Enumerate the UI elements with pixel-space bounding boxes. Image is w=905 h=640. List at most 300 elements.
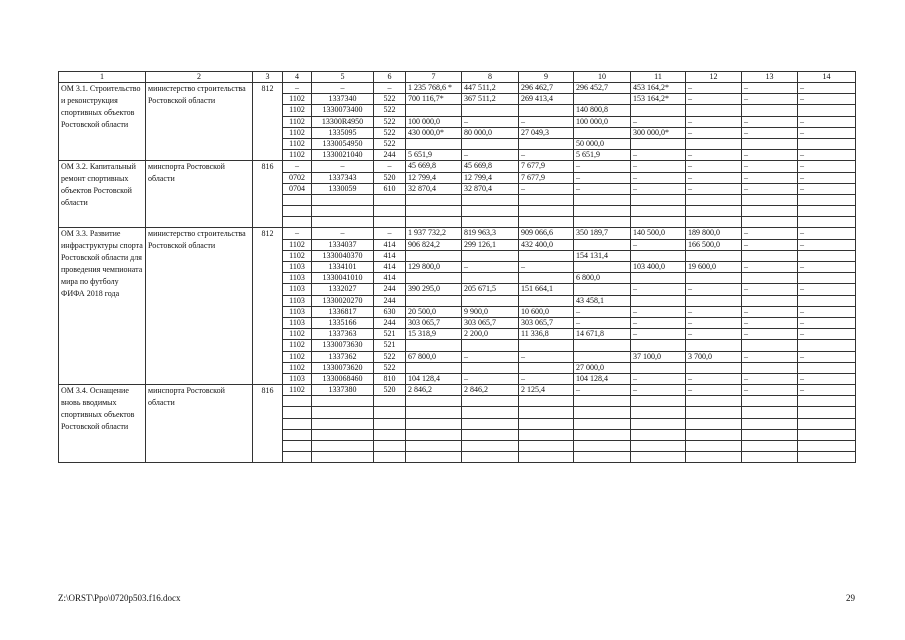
table-cell: – <box>798 351 856 362</box>
table-cell: 1103 <box>283 284 312 295</box>
table-cell: – <box>686 83 742 94</box>
table-cell <box>631 206 686 217</box>
table-cell <box>462 217 519 228</box>
table-cell <box>519 452 574 463</box>
table-cell: 296 452,7 <box>574 83 631 94</box>
column-header: 11 <box>631 72 686 83</box>
table-cell <box>574 418 631 429</box>
table-cell <box>462 105 519 116</box>
table-cell <box>406 206 462 217</box>
table-cell: 906 824,2 <box>406 239 462 250</box>
table-cell <box>631 441 686 452</box>
table-cell: – <box>742 329 798 340</box>
table-cell <box>798 194 856 205</box>
executor-name: министерство строительства Ростовской области <box>146 83 253 161</box>
table-cell <box>462 429 519 440</box>
table-cell <box>519 105 574 116</box>
table-cell <box>686 217 742 228</box>
table-cell: – <box>742 127 798 138</box>
table-cell: 104 128,4 <box>406 373 462 384</box>
table-cell: – <box>686 284 742 295</box>
table-cell <box>283 206 312 217</box>
column-header: 3 <box>253 72 283 83</box>
table-cell <box>406 250 462 261</box>
table-cell <box>312 452 374 463</box>
table-cell: 522 <box>374 127 406 138</box>
table-cell <box>406 407 462 418</box>
table-cell <box>406 362 462 373</box>
table-cell: 630 <box>374 306 406 317</box>
table-cell: 390 295,0 <box>406 284 462 295</box>
table-cell: – <box>631 306 686 317</box>
table-cell: 43 458,1 <box>574 295 631 306</box>
table-cell: 1102 <box>283 127 312 138</box>
table-cell <box>686 452 742 463</box>
column-header: 14 <box>798 72 856 83</box>
table-cell <box>312 396 374 407</box>
table-cell: 2 200,0 <box>462 329 519 340</box>
table-cell <box>519 407 574 418</box>
table-cell <box>574 262 631 273</box>
table-cell <box>574 340 631 351</box>
table-cell: – <box>519 116 574 127</box>
table-cell <box>574 284 631 295</box>
table-cell <box>374 452 406 463</box>
table-cell: – <box>574 161 631 172</box>
table-cell: 37 100,0 <box>631 351 686 362</box>
table-cell: 269 413,4 <box>519 94 574 105</box>
table-cell <box>519 217 574 228</box>
table-cell <box>406 105 462 116</box>
table-cell <box>686 362 742 373</box>
table-cell: – <box>798 306 856 317</box>
table-cell: 1102 <box>283 329 312 340</box>
table-cell <box>686 407 742 418</box>
table-cell <box>574 127 631 138</box>
table-cell <box>406 273 462 284</box>
table-cell <box>742 250 798 261</box>
table-cell: 7 677,9 <box>519 172 574 183</box>
table-cell: – <box>686 306 742 317</box>
table-cell <box>462 452 519 463</box>
measure-name: ОМ 3.2. Капитальный ремонт спортивных объектов Ростовской области <box>59 161 146 228</box>
table-cell <box>283 217 312 228</box>
table-cell: 521 <box>374 329 406 340</box>
table-cell: – <box>462 262 519 273</box>
table-cell <box>574 94 631 105</box>
table-cell: 19 600,0 <box>686 262 742 273</box>
table-cell: 1102 <box>283 340 312 351</box>
table-cell: – <box>462 373 519 384</box>
table-cell: 414 <box>374 262 406 273</box>
measure-name: ОМ 3.4. Оснащение вновь вводимых спортивных объектов Ростовской области <box>59 385 146 463</box>
table-cell: 7 677,9 <box>519 161 574 172</box>
table-cell: – <box>631 329 686 340</box>
table-cell: 414 <box>374 239 406 250</box>
table-cell <box>686 105 742 116</box>
table-cell <box>798 407 856 418</box>
table-cell: 2 125,4 <box>519 385 574 396</box>
table-cell <box>631 418 686 429</box>
table-cell <box>406 194 462 205</box>
table-cell: – <box>686 329 742 340</box>
table-cell <box>462 396 519 407</box>
table-cell: – <box>686 127 742 138</box>
table-cell: 1102 <box>283 385 312 396</box>
table-cell: – <box>462 116 519 127</box>
table-cell <box>406 418 462 429</box>
table-cell: – <box>742 284 798 295</box>
table-cell <box>519 194 574 205</box>
column-header: 7 <box>406 72 462 83</box>
table-cell <box>462 194 519 205</box>
table-cell <box>374 194 406 205</box>
table-cell: – <box>798 373 856 384</box>
table-cell <box>686 273 742 284</box>
table-cell <box>574 407 631 418</box>
table-cell: 10 600,0 <box>519 306 574 317</box>
table-cell <box>686 441 742 452</box>
table-cell: – <box>686 317 742 328</box>
table-cell: 2 846,2 <box>462 385 519 396</box>
table-cell <box>283 429 312 440</box>
table-cell: 1330054950 <box>312 138 374 149</box>
table-cell: – <box>631 239 686 250</box>
table-cell: 1330020270 <box>312 295 374 306</box>
table-cell: 12 799,4 <box>406 172 462 183</box>
table-cell: 20 500,0 <box>406 306 462 317</box>
table-cell: – <box>686 161 742 172</box>
table-cell: 27 049,3 <box>519 127 574 138</box>
table-cell <box>462 362 519 373</box>
table-cell <box>283 396 312 407</box>
table-cell: – <box>742 172 798 183</box>
table-cell: – <box>798 161 856 172</box>
table-cell <box>462 206 519 217</box>
table-cell <box>686 396 742 407</box>
table-cell: 153 164,2* <box>631 94 686 105</box>
table-cell: – <box>798 127 856 138</box>
table-cell: 6 800,0 <box>574 273 631 284</box>
table-cell: – <box>742 306 798 317</box>
table-cell: 1 937 732,2 <box>406 228 462 239</box>
table-cell <box>574 396 631 407</box>
table-cell: – <box>798 385 856 396</box>
table-cell <box>462 138 519 149</box>
table-cell <box>519 396 574 407</box>
table-cell <box>406 340 462 351</box>
table-cell: 521 <box>374 340 406 351</box>
table-cell <box>374 429 406 440</box>
table-cell: 1102 <box>283 105 312 116</box>
table-cell: 303 065,7 <box>406 317 462 328</box>
table-cell: 5 651,9 <box>406 150 462 161</box>
table-cell: 522 <box>374 351 406 362</box>
column-header: 10 <box>574 72 631 83</box>
table-cell: 522 <box>374 138 406 149</box>
table-cell: – <box>574 306 631 317</box>
table-cell: 1335166 <box>312 317 374 328</box>
table-cell <box>283 452 312 463</box>
table-cell: – <box>631 183 686 194</box>
document-path: Z:\ORST\Ppo\0720p503.f16.docx <box>58 593 181 603</box>
table-cell: – <box>574 317 631 328</box>
column-header: 12 <box>686 72 742 83</box>
table-cell <box>374 217 406 228</box>
table-cell: 1337363 <box>312 329 374 340</box>
table-cell: 1102 <box>283 138 312 149</box>
table-cell <box>374 206 406 217</box>
table-cell <box>574 194 631 205</box>
table-cell: – <box>574 183 631 194</box>
table-cell: 151 664,1 <box>519 284 574 295</box>
table-cell <box>798 273 856 284</box>
column-header: 9 <box>519 72 574 83</box>
table-cell <box>462 273 519 284</box>
table-cell: – <box>631 150 686 161</box>
table-cell: 303 065,7 <box>462 317 519 328</box>
table-cell: 15 318,9 <box>406 329 462 340</box>
table-cell: 103 400,0 <box>631 262 686 273</box>
table-cell <box>312 194 374 205</box>
table-cell: 1337380 <box>312 385 374 396</box>
table-cell: 350 189,7 <box>574 228 631 239</box>
table-cell <box>631 295 686 306</box>
table-cell <box>798 429 856 440</box>
table-cell: 11 336,8 <box>519 329 574 340</box>
table-cell: 1330021040 <box>312 150 374 161</box>
table-cell <box>798 362 856 373</box>
table-cell: 1103 <box>283 262 312 273</box>
table-cell: 1102 <box>283 116 312 127</box>
table-cell: 166 500,0 <box>686 239 742 250</box>
table-cell <box>406 452 462 463</box>
column-header: 6 <box>374 72 406 83</box>
table-cell <box>798 138 856 149</box>
table-cell: – <box>312 228 374 239</box>
table-cell <box>519 250 574 261</box>
table-cell <box>574 206 631 217</box>
measure-name: ОМ 3.3. Развитие инфраструктуры спорта Ростовской области для проведения чемпионата мира по футболу ФИФА 2018 года <box>59 228 146 385</box>
table-cell: 1337343 <box>312 172 374 183</box>
table-cell <box>742 418 798 429</box>
table-cell <box>283 407 312 418</box>
table-cell <box>742 217 798 228</box>
header-row <box>59 72 856 83</box>
table-cell <box>798 396 856 407</box>
table-cell <box>312 418 374 429</box>
table-cell: – <box>686 172 742 183</box>
table-cell <box>374 441 406 452</box>
table-cell <box>574 441 631 452</box>
table-cell <box>574 239 631 250</box>
table-cell <box>462 295 519 306</box>
table-cell <box>519 441 574 452</box>
table-cell: – <box>374 83 406 94</box>
table-cell: – <box>742 116 798 127</box>
table-cell: – <box>742 161 798 172</box>
table-cell: 1337362 <box>312 351 374 362</box>
table-cell <box>686 295 742 306</box>
table-cell: – <box>798 329 856 340</box>
table-cell <box>742 452 798 463</box>
table-cell: – <box>462 150 519 161</box>
table-cell: – <box>631 317 686 328</box>
table-cell: – <box>686 373 742 384</box>
table-cell <box>283 418 312 429</box>
table-cell <box>406 441 462 452</box>
table-cell <box>798 441 856 452</box>
table-cell <box>742 441 798 452</box>
table-cell: 700 116,7* <box>406 94 462 105</box>
table-cell: 453 164,2* <box>631 83 686 94</box>
table-cell <box>686 418 742 429</box>
table-cell <box>406 295 462 306</box>
table-cell: 296 462,7 <box>519 83 574 94</box>
table-cell: – <box>798 284 856 295</box>
table-cell: – <box>742 351 798 362</box>
table-cell <box>742 340 798 351</box>
table-cell: 819 963,3 <box>462 228 519 239</box>
table-cell <box>686 206 742 217</box>
table-cell: – <box>686 116 742 127</box>
table-cell: – <box>742 262 798 273</box>
table-cell: 414 <box>374 273 406 284</box>
table-cell <box>686 250 742 261</box>
table-cell: 1102 <box>283 94 312 105</box>
table-cell: 3 700,0 <box>686 351 742 362</box>
table-cell: 12 799,4 <box>462 172 519 183</box>
table-cell <box>462 418 519 429</box>
table-cell <box>312 429 374 440</box>
table-cell: 1102 <box>283 351 312 362</box>
table-cell: 154 131,4 <box>574 250 631 261</box>
table-cell <box>519 295 574 306</box>
table-cell: 9 900,0 <box>462 306 519 317</box>
table-cell: – <box>798 262 856 273</box>
table-cell: – <box>519 262 574 273</box>
page-number: 29 <box>846 593 855 603</box>
table-cell <box>406 396 462 407</box>
table-cell: – <box>798 150 856 161</box>
table-cell: – <box>798 172 856 183</box>
table-cell: 522 <box>374 116 406 127</box>
table-cell <box>574 429 631 440</box>
table-cell: 300 000,0* <box>631 127 686 138</box>
table-cell: – <box>283 228 312 239</box>
table-cell <box>798 340 856 351</box>
table-cell: 244 <box>374 295 406 306</box>
table-cell: 1330041010 <box>312 273 374 284</box>
table-cell: 5 651,9 <box>574 150 631 161</box>
table-cell: 299 126,1 <box>462 239 519 250</box>
table-cell: 1335095 <box>312 127 374 138</box>
table-cell: – <box>798 94 856 105</box>
column-header: 4 <box>283 72 312 83</box>
table-cell <box>798 206 856 217</box>
table-cell <box>742 206 798 217</box>
table-cell <box>686 340 742 351</box>
table-cell <box>742 105 798 116</box>
table-cell: 32 870,4 <box>462 183 519 194</box>
table-cell: 1330073400 <box>312 105 374 116</box>
budget-table <box>58 71 856 463</box>
table-cell: 430 000,0* <box>406 127 462 138</box>
table-cell: 0704 <box>283 183 312 194</box>
table-cell: 447 511,2 <box>462 83 519 94</box>
column-header: 5 <box>312 72 374 83</box>
table-cell: 1103 <box>283 295 312 306</box>
table-cell: – <box>686 94 742 105</box>
table-row <box>59 83 856 94</box>
table-cell: 1103 <box>283 373 312 384</box>
table-cell <box>406 138 462 149</box>
table-cell: – <box>283 83 312 94</box>
table-cell: – <box>742 239 798 250</box>
table-cell <box>519 418 574 429</box>
table-cell: – <box>742 150 798 161</box>
table-cell: – <box>312 83 374 94</box>
grbs-code: 816 <box>253 161 283 228</box>
table-cell <box>312 407 374 418</box>
table-cell: 27 000,0 <box>574 362 631 373</box>
table-cell: 520 <box>374 172 406 183</box>
table-cell: 1334101 <box>312 262 374 273</box>
table-cell: – <box>686 385 742 396</box>
table-cell: – <box>519 183 574 194</box>
table-cell: – <box>686 183 742 194</box>
table-cell <box>406 217 462 228</box>
table-cell <box>406 429 462 440</box>
table-cell <box>742 295 798 306</box>
table-cell: – <box>312 161 374 172</box>
table-cell <box>631 396 686 407</box>
table-cell <box>631 429 686 440</box>
table-cell: – <box>798 83 856 94</box>
table-cell <box>519 340 574 351</box>
table-cell: 1102 <box>283 150 312 161</box>
table-cell: 45 669,8 <box>462 161 519 172</box>
table-cell: 303 065,7 <box>519 317 574 328</box>
table-cell: – <box>631 172 686 183</box>
table-cell <box>574 351 631 362</box>
table-cell <box>742 273 798 284</box>
table-cell <box>631 250 686 261</box>
table-cell: 67 800,0 <box>406 351 462 362</box>
table-cell: 1337340 <box>312 94 374 105</box>
table-cell <box>312 217 374 228</box>
table-cell <box>742 407 798 418</box>
table-cell: 1334037 <box>312 239 374 250</box>
table-cell: 1330073630 <box>312 340 374 351</box>
table-cell: 520 <box>374 385 406 396</box>
table-cell <box>631 217 686 228</box>
table-cell <box>574 217 631 228</box>
table-cell: 45 669,8 <box>406 161 462 172</box>
table-cell: – <box>742 183 798 194</box>
table-cell: – <box>798 228 856 239</box>
table-cell: 104 128,4 <box>574 373 631 384</box>
table-cell: 1336817 <box>312 306 374 317</box>
table-cell: – <box>742 228 798 239</box>
table-row <box>59 228 856 239</box>
table-cell <box>686 194 742 205</box>
table-cell: – <box>631 385 686 396</box>
grbs-code: 812 <box>253 228 283 385</box>
table-cell <box>312 206 374 217</box>
table-cell: 100 000,0 <box>574 116 631 127</box>
executor-name: министерство строительства Ростовской области <box>146 228 253 385</box>
